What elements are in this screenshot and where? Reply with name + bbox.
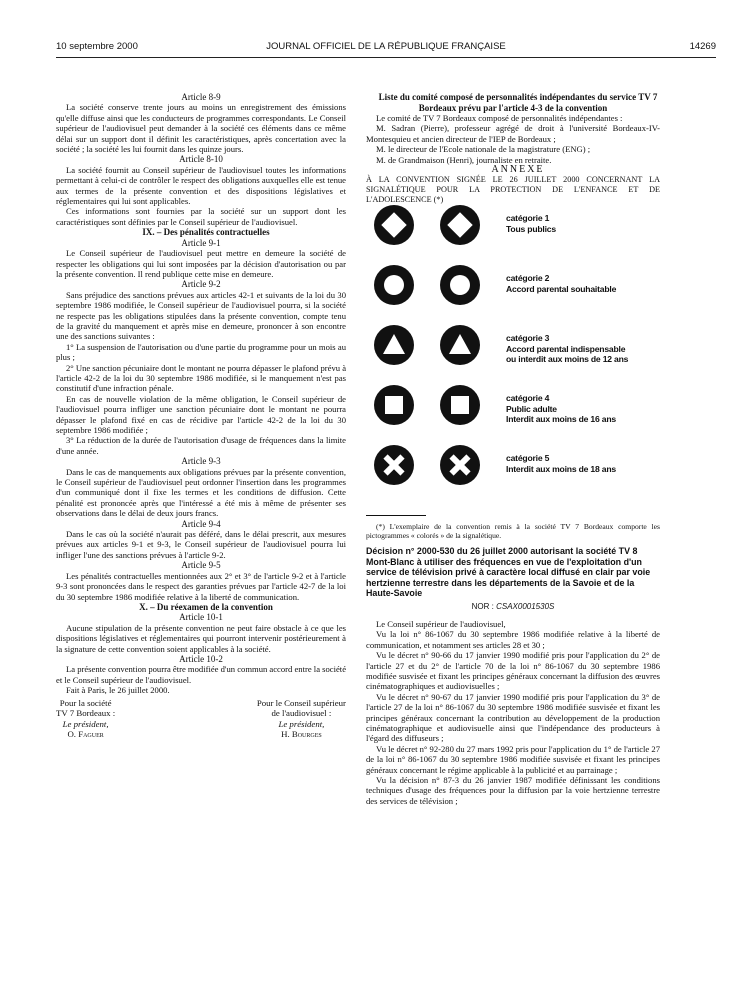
article-title: Article 10-1 [179,612,223,623]
paragraph: Vu le décret n° 90-66 du 17 janvier 1990 modifié pris pour l'application du 2° de l'article 27 et du 2° de l'article 70 de la loi n° 86-1067 du 30 septembre 1986 modifiée susvisée et fixant les principes généraux concernant la diffusion des œuvres cinématographiques et audiovisuelles ; [366,650,660,692]
nor-label: NOR : [471,602,497,612]
header-rule [56,57,716,58]
paragraph: Le comité de TV 7 Bordeaux composé de personnalités indépendantes : [376,113,623,123]
article-title: Article 8-10 [179,154,223,165]
signature-role: Le président, [62,718,109,729]
nor-reference [366,602,660,612]
signature-role: Le président, [278,718,325,729]
header-date: 10 septembre 2000 [56,41,138,52]
paragraph: La société fournit au Conseil supérieur de l'audiovisuel toutes les informations permettant à celui-ci de contrôler le respect des obligations auxquelles elle est tenue aux termes de la présente convention et des dispositions législatives et réglementaires qui lui sont applicables. [56,164,346,207]
article-title: Article 9-3 [181,456,221,467]
signature-line: Pour le Conseil supérieur [256,697,346,708]
article-title: Article 9-2 [181,279,221,290]
signature-line: de l'audiovisuel : [271,708,332,719]
section-title: X. – Du réexamen de la convention [139,601,273,612]
signature-line: Pour la société [59,697,112,708]
cross-pictogram-icon [440,445,480,485]
nor-value: CSAX0001530S [496,602,555,612]
footnote: (*) L'exemplaire de la convention remis à la société TV 7 Bordeaux comporte les pictogrammes « colorés » de la signalétique. [366,522,660,541]
triangle-pictogram-icon [374,325,414,365]
category-5-row [374,445,664,485]
triangle-pictogram-icon [440,325,480,365]
signature-line: TV 7 Bordeaux : [56,708,116,719]
header-journal-title: JOURNAL OFFICIEL DE LA RÉPUBLIQUE FRANÇAISE [266,41,506,52]
paragraph: 1° La suspension de l'autorisation ou d'une partie du programme pour un mois au plus ; [56,341,346,363]
category-description: Public adulte [506,403,557,414]
paragraph: 3° La réduction de la durée de l'autorisation d'usage de fréquences dans la limite d'une année. [56,435,346,456]
signature-block [56,698,346,740]
square-pictogram-icon [374,385,414,425]
diamond-pictogram-icon [374,205,414,245]
paragraph: Aucune stipulation de la présente convention ne peut faire obstacle à ce que les dispositions législatives et réglementaires qui pourront intervenir postérieurement à la signature de cette convention soient applicables à la société. [56,622,346,654]
square-pictogram-icon [440,385,480,425]
right-column [366,92,660,806]
left-column [56,92,346,740]
category-label: catégorie 5 [506,453,550,464]
paragraph: Le Conseil supérieur de l'audiovisuel, [376,618,506,629]
article-title: Article 9-1 [181,237,221,248]
paragraph: Dans le cas où la société n'aurait pas déféré, dans le délai prescrit, aux mesures prévues aux articles 9-1 et 9-3, le Conseil supérieur de l'audiovisuel pourra lui infliger l'une des sanctions prévues à l'article 9-2. [56,529,346,560]
article-title: Article 10-2 [179,653,223,664]
category-description: Accord parental indispensable [506,343,626,354]
signature-left [56,698,115,740]
category-description: Interdit aux moins de 16 ans [506,414,616,425]
signatory-name: O. Faguer [67,729,104,740]
paragraph: 2° Une sanction pécuniaire dont le montant ne pourra dépasser le plafond prévu à l'article 42-2 de la loi du 30 septembre 1986 modifiée, si le manquement n'est pas constitutif d'une infraction pénale. [56,362,347,394]
category-label: catégorie 1 [506,213,550,224]
category-3-row [374,325,664,365]
category-description: Interdit aux moins de 18 ans [506,463,616,474]
cross-pictogram-icon [374,445,414,485]
decision-title: Décision n° 2000-530 du 26 juillet 2000 autorisant la société TV 8 Mont-Blanc à utiliser des fréquences en vue de l'exploitation d'un service de télévision privé à caractère local diffusé en clair par voie hertzienne terrestre dans les départements de la Savoie et de la Haute-Savoie [366,546,651,599]
paragraph: M. le directeur de l'Ecole nationale de la magistrature (ENG) ; [376,144,591,155]
paragraph: Vu le décret n° 92-280 du 27 mars 1992 pris pour l'application du 1° de l'article 27 de la loi n° 86-1067 du 30 septembre 1986 modifiée susvisée et fixant les principes généraux concernant le régime applicable à la publicité et au parrainage ; [366,743,660,775]
paragraph: En cas de nouvelle violation de la même obligation, le Conseil supérieur de l'audiovisuel pourra infliger une sanction pécuniaire dont le montant ne pourra dépasser le plafond fixé en cas de récidive par l'article 42-2 de la loi du 30 septembre 1986 modifiée ; [56,393,346,435]
paragraph: La présente convention pourra être modifiée d'un commun accord entre la société et le Conseil supérieur de l'audiovisuel. [56,664,347,685]
category-description: ou interdit aux moins de 12 ans [506,354,629,365]
category-label: catégorie 4 [506,393,550,404]
category-label: catégorie 2 [506,273,550,284]
article-title: Article 9-5 [181,560,221,571]
committee-list-title: Liste du comité composé de personnalités indépendantes du service TV 7 Bordeaux prévu par l'article 4-3 de la convention [378,92,658,113]
circle-pictogram-icon [440,265,480,305]
article-title: Article 8-9 [181,92,221,102]
annexe-title: ANNEXE [491,164,545,176]
category-2-row [374,265,664,305]
article-title: Article 9-4 [181,518,221,529]
signatory-name: H. Bourges [281,729,322,740]
category-label: catégorie 3 [506,333,550,344]
paragraph: Les pénalités contractuelles mentionnées aux 2° et 3° de l'article 9-2 et à l'article 9-3 sont prononcées dans le respect des garanties prévues par l'article 42-7 de la loi du 30 septembre 1986 modifiée relative à la liberté de communication. [56,570,346,602]
category-description: Tous publics [506,223,556,234]
section-title: IX. – Des pénalités contractuelles [142,227,270,238]
page-header [56,41,716,57]
paragraph: La société conserve trente jours au moins un enregistrement des émissions qu'elle diffuse ainsi que les conducteurs de programmes correspondants. Le Conseil supérieur de l'audiovisuel peut demander à la société ces éléments dans ce même délai sur un support dont il définit les caractéristiques, après concertation avec la société ; la société les lui fournit dans les quinze jours. [56,102,346,155]
footnote-rule [366,515,426,516]
paragraph: Vu la loi n° 86-1067 du 30 septembre 1986 modifiée relative à la liberté de communication, et notamment ses articles 28 et 30 ; [366,629,660,650]
header-page-number: 14269 [689,41,716,52]
paragraph: Fait à Paris, le 26 juillet 2000. [66,685,170,696]
paragraph: Le Conseil supérieur de l'audiovisuel peut mettre en demeure la société de respecter les obligations qui lui sont imposées par la décision d'autorisation ou par la présente convention. Il rend publique cette mise en demeure. [56,248,346,279]
category-1-row [374,205,664,245]
paragraph: Sans préjudice des sanctions prévues aux articles 42-1 et suivants de la loi du 30 septembre 1986 modifiée, le Conseil supérieur de l'audiovisuel pourra, si la société ne respecte pas les obligations stipulées dans la présente convention, compte tenu de la gravité du manquement et après mise en demeure, prononcer à son encontre une des sanctions suivantes : [56,289,346,342]
paragraph: Dans le cas de manquements aux obligations prévues par la présente convention, le Conseil supérieur de l'audiovisuel peut ordonner l'insertion dans les programmes d'un communiqué dont il fixe les termes et les conditions de diffusion. Cette pénalité est prononcée après que l'intéressé a été mis à même de présenter ses observations dans le délai de deux jours francs. [56,466,346,519]
category-description: Accord parental souhaitable [506,283,617,294]
category-4-row [374,385,664,425]
paragraph: Vu la décision n° 87-3 du 26 janvier 1987 modifiée définissant les conditions techniques d'usage des fréquences pour la diffusion par la voie hertzienne terrestre des services de télévision ; [366,774,660,806]
rating-pictograms [366,205,660,505]
signature-right [257,698,346,740]
paragraph: Ces informations sont fournies par la société sur un support dont les caractéristiques sont définies par le Conseil supérieur de l'audiovisuel. [56,206,346,227]
paragraph: M. Sadran (Pierre), professeur agrégé de droit à l'université Bordeaux-IV-Montesquieu et ancien directeur de l'IEP de Bordeaux ; [366,123,660,144]
diamond-pictogram-icon [440,205,480,245]
paragraph: M. de Grandmaison (Henri), journaliste en retraite. [376,154,552,165]
annexe-subtitle: À LA CONVENTION SIGNÉE LE 26 JUILLET 2000 CONCERNANT LA SIGNALÉTIQUE POUR LA PROTECTION DE L'ENFANCE ET DE L'ADOLESCENCE (*) [366,175,660,205]
paragraph: Vu le décret n° 90-67 du 17 janvier 1990 modifié pris pour l'application du 3° de l'article 27 de la loi n° 86-1067 du 30 septembre 1986 modifiée susvisée et fixant les principes généraux concernant la contribution au développement de la production cinématographique et audiovisuelle ainsi que l'indépendance des producteurs à l'égard des diffuseurs ; [366,691,660,744]
circle-pictogram-icon [374,265,414,305]
